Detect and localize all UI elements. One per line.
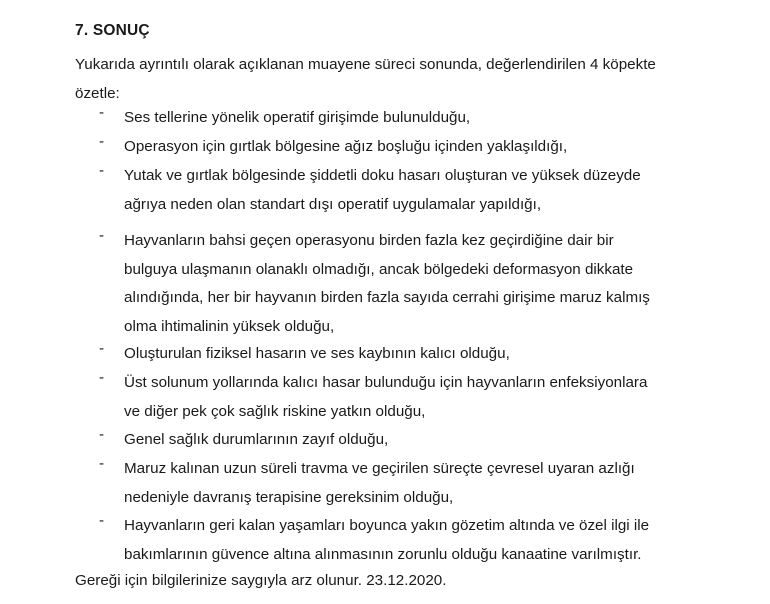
- list-item-text: [124, 133, 714, 162]
- bullet-dash: -: [99, 455, 105, 472]
- list-item-text: [124, 512, 714, 569]
- intro-line-2: özetle:: [75, 85, 120, 102]
- bullet-dash: -: [99, 426, 105, 443]
- intro-paragraph: [75, 50, 715, 108]
- list-item-text: [124, 340, 714, 369]
- list-item-line: bakımlarının güvence altına alınmasının zorunlu olduğu kanaatine varılmıştır.: [124, 545, 642, 563]
- list-item-line: Operasyon için gırtlak bölgesine ağız boşluğu içinden yaklaşıldığı,: [124, 138, 568, 155]
- list-item-line: nedeniyle davranış terapisine gereksinim olduğu,: [124, 488, 454, 506]
- bullet-dash: -: [99, 133, 105, 150]
- bullet-dash: -: [99, 369, 105, 386]
- bullet-dash: -: [99, 162, 105, 179]
- list-item-line: olma ihtimalinin yüksek olduğu,: [124, 317, 335, 335]
- list-item-text: [124, 162, 714, 219]
- list-item-line: Yutak ve gırtlak bölgesinde şiddetli doku hasarı oluşturan ve yüksek düzeyde: [124, 167, 641, 184]
- list-item-text: [124, 104, 714, 133]
- closing-statement: Gereği için bilgilerinize saygıyla arz olunur. 23.12.2020.: [75, 572, 447, 589]
- list-item-line: Ses tellerine yönelik operatif girişimde bulunulduğu,: [124, 109, 471, 126]
- list-item-line: Üst solunum yollarında kalıcı hasar bulunduğu için hayvanların enfeksiyonlara: [124, 374, 648, 391]
- list-item-line: Genel sağlık durumlarının zayıf olduğu,: [124, 431, 389, 448]
- list-item-line: Hayvanların geri kalan yaşamları boyunca yakın gözetim altında ve özel ilgi ile: [124, 517, 650, 534]
- bullet-dash: -: [99, 227, 105, 244]
- bullet-dash: -: [99, 512, 105, 529]
- list-item-line: Maruz kalınan uzun süreli travma ve geçirilen süreçte çevresel uyaran azlığı: [124, 460, 635, 477]
- list-item-text: [124, 227, 714, 341]
- bullet-dash: -: [99, 340, 105, 357]
- list-item-text: [124, 369, 714, 426]
- list-item-line: bulguya ulaşmanın olanaklı olmadığı, ancak bölgedeki deformasyon dikkate: [124, 260, 634, 278]
- list-item-text: [124, 455, 714, 512]
- list-item-line: ağrıya neden olan standart dışı operatif uygulamalar yapıldığı,: [124, 195, 542, 213]
- bullet-dash: -: [99, 104, 105, 121]
- list-item-text: [124, 426, 714, 455]
- list-item-line: Oluşturulan fiziksel hasarın ve ses kaybının kalıcı olduğu,: [124, 345, 510, 362]
- intro-line-1: Yukarıda ayrıntılı olarak açıklanan muayene süreci sonunda, değerlendirilen 4 köpekte: [75, 56, 656, 73]
- section-heading: 7. SONUÇ: [75, 22, 150, 39]
- list-item-line: Hayvanların bahsi geçen operasyonu birden fazla kez geçirdiğine dair bir: [124, 232, 614, 249]
- list-item-line: alındığında, her bir hayvanın birden fazla sayıda cerrahi girişime maruz kalmış: [124, 289, 650, 306]
- list-item-line: ve diğer pek çok sağlık riskine yatkın olduğu,: [124, 402, 426, 420]
